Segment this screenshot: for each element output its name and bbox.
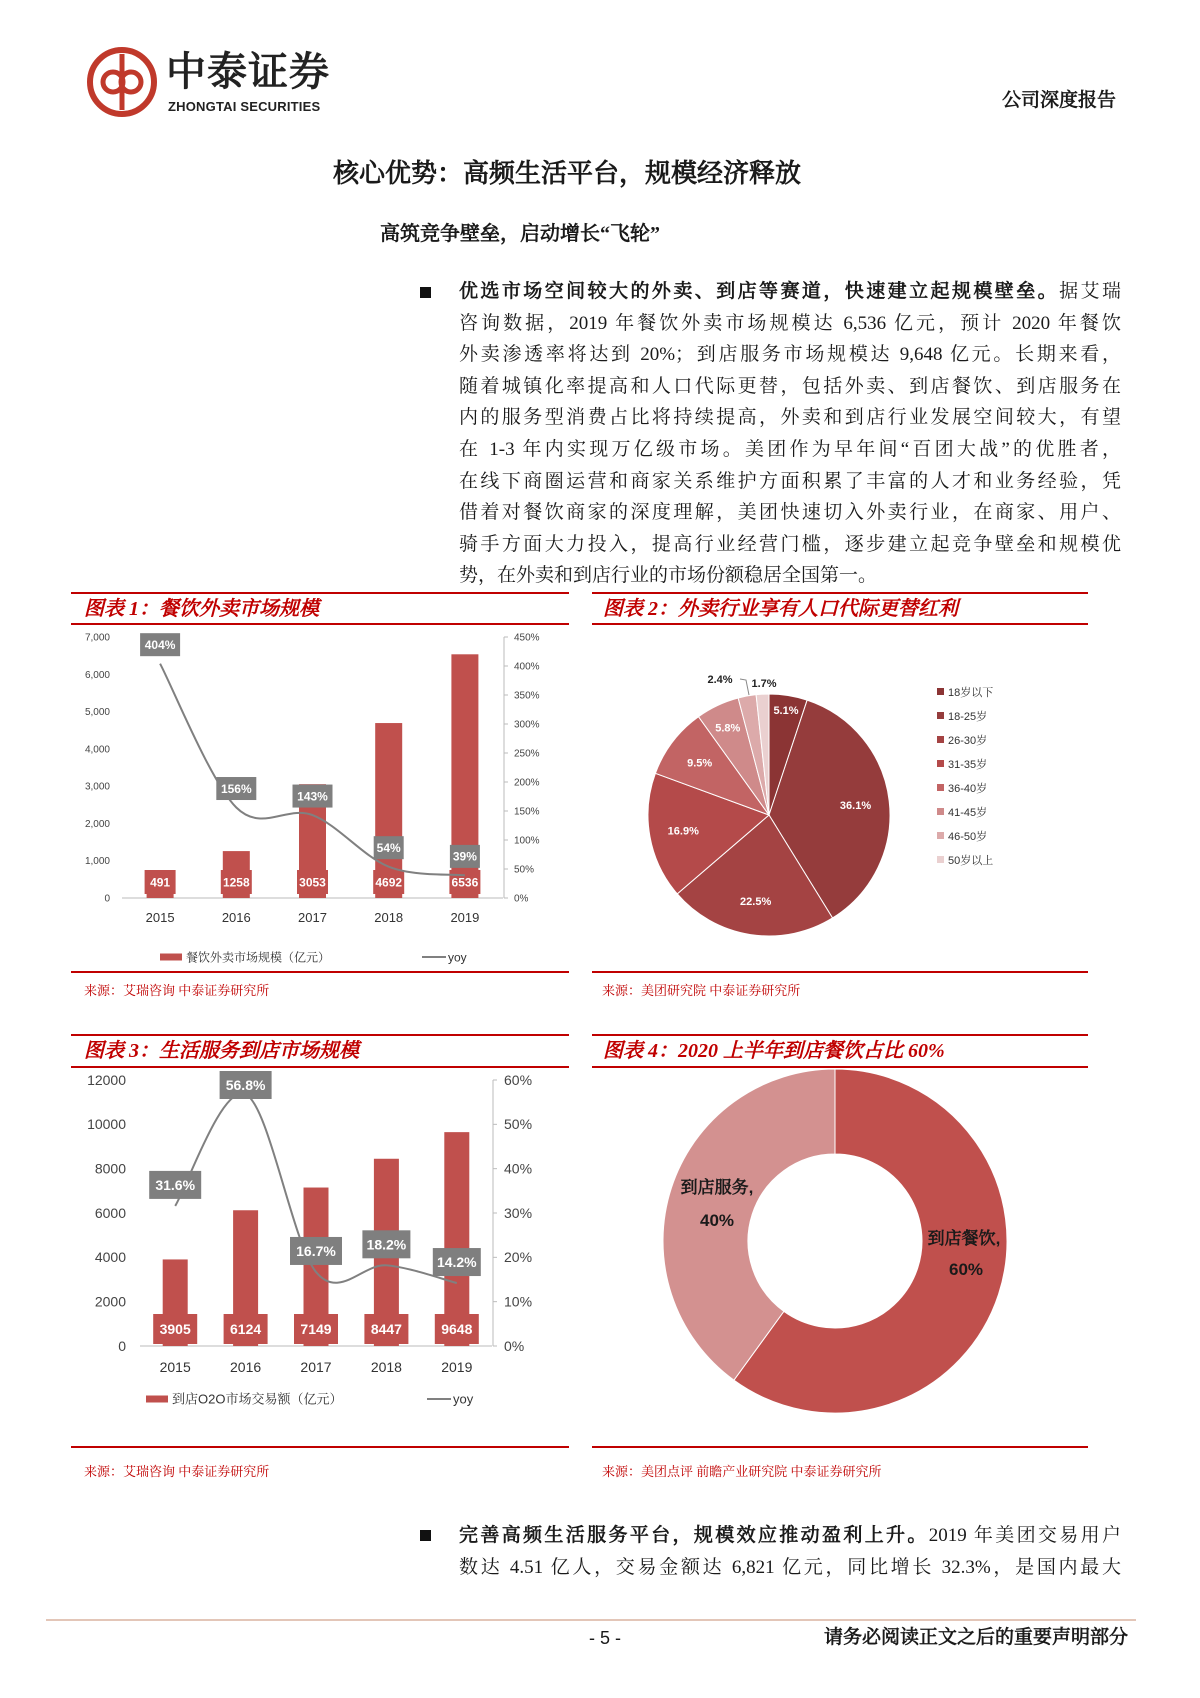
chart3-source: 来源：艾瑞咨询 中泰证券研究所 (84, 1464, 270, 1479)
y2-tick-label: 150% (514, 806, 540, 818)
bar-value-label: 9648 (441, 1321, 473, 1338)
yoy-label: 143% (297, 789, 328, 804)
chart3-top-rule (71, 1034, 569, 1036)
x-tick-label: 2018 (374, 910, 404, 925)
yoy-label: 39% (452, 849, 477, 864)
x-tick-label: 2016 (221, 910, 251, 925)
slice-value-label: 2.4% (707, 674, 733, 686)
paragraph-line (459, 1556, 1121, 1580)
paragraph-text: 随着城镇化率提高和人口代际更替，包括外卖、到店餐饮、到店服务在 (459, 375, 1121, 397)
chart4-title: 图表 4：2020 上半年到店餐饮占比 60% (603, 1040, 945, 1062)
y-tick-label: 3,000 (84, 781, 110, 793)
chart1-bottom-rule (71, 971, 569, 973)
y-tick-label: 0 (118, 1337, 126, 1354)
legend-swatch (937, 808, 944, 815)
yoy-label: 54% (376, 841, 401, 855)
chart2-top-rule (592, 592, 1088, 594)
y2-tick-label: 50% (504, 1116, 533, 1133)
bullet-icon (420, 1530, 431, 1541)
bar-value-label: 6124 (230, 1321, 262, 1338)
chart2-source: 来源：美团研究院 中泰证券研究所 (602, 983, 801, 998)
yoy-label: 56.8% (225, 1077, 266, 1094)
logo-subtext: ZHONGTAI SECURITIES (168, 99, 321, 114)
bar-value-label: 8447 (370, 1321, 402, 1338)
paragraph-line (459, 533, 1121, 557)
y-tick-label: 8000 (94, 1160, 126, 1177)
y-tick-label: 4,000 (84, 744, 110, 756)
slice-value-label: 9.5% (687, 757, 713, 770)
chart2-title-rule (592, 623, 1088, 625)
legend-label-line: yoy (448, 950, 467, 965)
legend-swatch (937, 832, 944, 839)
slice-category-label: 到店服务, (680, 1178, 754, 1197)
y2-tick-label: 50% (514, 864, 535, 876)
legend-label-bar: 到店O2O市场交易额（亿元） (172, 1391, 343, 1407)
paragraph-line (459, 1524, 1121, 1548)
chart4-bottom-rule (592, 1446, 1088, 1448)
x-tick-label: 2019 (450, 910, 480, 925)
chart4-top-rule (592, 1034, 1088, 1036)
y-tick-label: 10000 (87, 1116, 126, 1133)
paragraph-line (459, 343, 1121, 367)
y2-tick-label: 100% (514, 835, 540, 847)
chart1-top-rule (71, 592, 569, 594)
paragraph-text: 2019 年美团交易用户 (928, 1525, 1121, 1546)
paragraph-line (459, 280, 1121, 304)
y2-tick-label: 0% (514, 893, 529, 905)
chart4-title-rule (592, 1066, 1088, 1068)
footer-rule (46, 1619, 1136, 1621)
legend-swatch (937, 712, 944, 719)
y-tick-label: 1,000 (84, 856, 110, 868)
legend-swatch (937, 688, 944, 695)
x-tick-label: 2017 (298, 910, 327, 925)
bar-value-label: 3053 (299, 875, 326, 890)
legend-label: 31-35岁 (948, 759, 988, 771)
chart2-title: 图表 2：外卖行业享有人口代际更替红利 (603, 598, 958, 620)
bar (444, 1132, 469, 1346)
y2-tick-label: 450% (514, 632, 540, 644)
chart1-title: 图表 1：餐饮外卖市场规模 (84, 598, 319, 620)
yoy-label: 18.2% (366, 1236, 407, 1253)
paragraph-text: 在 1-3 年内实现万亿级市场。美团作为早年间“百团大战”的优胜者， (459, 439, 1121, 460)
yoy-label: 404% (144, 638, 176, 652)
legend-label: 50岁以上 (948, 855, 994, 867)
y-tick-label: 2000 (94, 1293, 126, 1310)
paragraph-line (459, 406, 1121, 430)
legend-label-line: yoy (453, 1391, 474, 1407)
y2-tick-label: 40% (504, 1160, 533, 1177)
slice-value-label: 5.1% (773, 704, 799, 717)
y-tick-label: 5,000 (84, 707, 110, 719)
y2-tick-label: 300% (514, 719, 540, 731)
y2-tick-label: 350% (514, 690, 540, 702)
y-tick-label: 4000 (94, 1249, 126, 1266)
legend-label-bar: 餐饮外卖市场规模（亿元） (186, 950, 331, 965)
slice-value-label: 5.8% (715, 722, 741, 735)
paragraph-text: 据艾瑞 (1059, 281, 1121, 302)
y-tick-label: 12000 (87, 1071, 126, 1088)
chart2-bottom-rule (592, 971, 1088, 973)
legend-swatch (937, 760, 944, 767)
paragraph-line (459, 375, 1121, 399)
paragraph-lead: 完善高频生活服务平台，规模效应推动盈利上升。 (459, 1525, 929, 1546)
bar-value-label: 3905 (159, 1321, 191, 1338)
section-title: 核心优势：高频生活平台，规模经济释放 (332, 159, 801, 188)
y-tick-label: 0 (104, 893, 110, 905)
slice-value-label: 1.7% (751, 678, 777, 690)
legend-swatch (937, 736, 944, 743)
section-subtitle: 高筑竞争壁垒，启动增长“飞轮” (380, 223, 660, 245)
footer-disclaimer: 请务必阅读正文之后的重要声明部分 (823, 1627, 1128, 1648)
yoy-label: 14.2% (436, 1254, 477, 1271)
logo-icon (86, 46, 158, 118)
slice-value-label: 22.5% (740, 896, 772, 909)
paragraph-line (459, 564, 1121, 588)
bar-value-label: 491 (150, 875, 171, 890)
y-tick-label: 7,000 (84, 632, 110, 644)
paragraph-line (459, 438, 1121, 462)
x-tick-label: 2019 (441, 1359, 473, 1375)
yoy-label: 31.6% (155, 1176, 196, 1193)
page-number: - 5 - (588, 1628, 621, 1648)
paragraph-text: 势，在外卖和到店行业的市场份额稳居全国第一。 (459, 565, 878, 587)
bar-value-label: 1258 (222, 875, 250, 890)
chart3-bottom-rule (71, 1446, 569, 1448)
y2-tick-label: 30% (504, 1204, 533, 1221)
y2-tick-label: 400% (514, 661, 540, 673)
slice-value-label: 16.9% (667, 825, 699, 838)
logo-text: 中泰证券 (166, 50, 330, 94)
x-tick-label: 2015 (145, 910, 175, 925)
paragraph-text: 借着对餐饮商家的深度理解，美团快速切入外卖行业，在商家、用户、 (459, 502, 1121, 524)
paragraph-text: 骑手方面大力投入，提高行业经营门槛，逐步建立起竞争壁垒和规模优 (459, 533, 1121, 555)
slice-value-label: 40% (699, 1211, 735, 1230)
paragraph-text: 内的服务型消费占比将持续提高，外卖和到店行业发展空间较大，有望 (459, 407, 1121, 429)
bullet-icon (420, 287, 431, 298)
y2-tick-label: 250% (514, 748, 540, 760)
slice-value-label: 36.1% (839, 799, 872, 812)
paragraph-text: 数达 4.51 亿人，交易金额达 6,821 亿元，同比增长 32.3%，是国内最大 (459, 1557, 1121, 1578)
legend-label: 26-30岁 (948, 735, 988, 747)
x-tick-label: 2017 (300, 1359, 332, 1375)
legend-swatch-bar (146, 1396, 168, 1403)
paragraph-text: 外卖渗透率将达到 20%；到店服务市场规模达 9,648 亿元。长期来看， (459, 344, 1121, 366)
legend-label: 18岁以下 (948, 687, 994, 699)
chart1-title-rule (71, 623, 569, 625)
legend-swatch (937, 784, 944, 791)
y2-tick-label: 10% (504, 1293, 533, 1310)
leader-line (740, 679, 749, 695)
bar-value-label: 6536 (451, 875, 479, 890)
legend-label: 18-25岁 (948, 711, 988, 723)
chart3-title: 图表 3：生活服务到店市场规模 (84, 1040, 359, 1062)
bar-value-label: 7149 (300, 1321, 332, 1338)
legend-label: 46-50岁 (948, 831, 988, 843)
paragraph-lead: 优选市场空间较大的外卖、到店等赛道，快速建立起规模壁垒。 (459, 281, 1060, 302)
legend-label: 36-40岁 (948, 783, 988, 795)
y2-tick-label: 0% (504, 1337, 525, 1354)
x-tick-label: 2016 (230, 1359, 262, 1375)
y-tick-label: 2,000 (84, 818, 110, 830)
chart3-title-rule (71, 1066, 569, 1068)
legend-label: 41-45岁 (948, 807, 988, 819)
slice-category-label: 到店餐饮, (927, 1229, 1001, 1248)
slice-value-label: 60% (948, 1260, 984, 1279)
y2-tick-label: 60% (504, 1071, 533, 1088)
y-tick-label: 6,000 (84, 669, 110, 681)
report-type: 公司深度报告 (1001, 90, 1116, 111)
chart4-source: 来源：美团点评 前瞻产业研究院 中泰证券研究所 (602, 1464, 882, 1479)
paragraph-text: 在线下商圈运营和商家关系维护方面积累了丰富的人才和业务经验，凭 (459, 470, 1121, 492)
legend-swatch (937, 856, 944, 863)
x-tick-label: 2015 (159, 1359, 191, 1375)
paragraph-line (459, 470, 1121, 494)
y2-tick-label: 200% (514, 777, 540, 789)
paragraph-line (459, 501, 1121, 525)
paragraph-text: 咨询数据，2019 年餐饮外卖市场规模达 6,536 亿元，预计 2020 年餐饮 (459, 312, 1121, 334)
chart1-source: 来源：艾瑞咨询 中泰证券研究所 (84, 983, 270, 998)
x-tick-label: 2018 (370, 1359, 402, 1375)
legend-swatch-bar (160, 954, 182, 961)
y2-tick-label: 20% (504, 1249, 533, 1266)
bar-value-label: 4692 (375, 875, 403, 890)
paragraph-line (459, 312, 1121, 336)
yoy-label: 156% (220, 781, 252, 796)
yoy-label: 16.7% (296, 1243, 336, 1260)
y-tick-label: 6000 (94, 1204, 126, 1221)
